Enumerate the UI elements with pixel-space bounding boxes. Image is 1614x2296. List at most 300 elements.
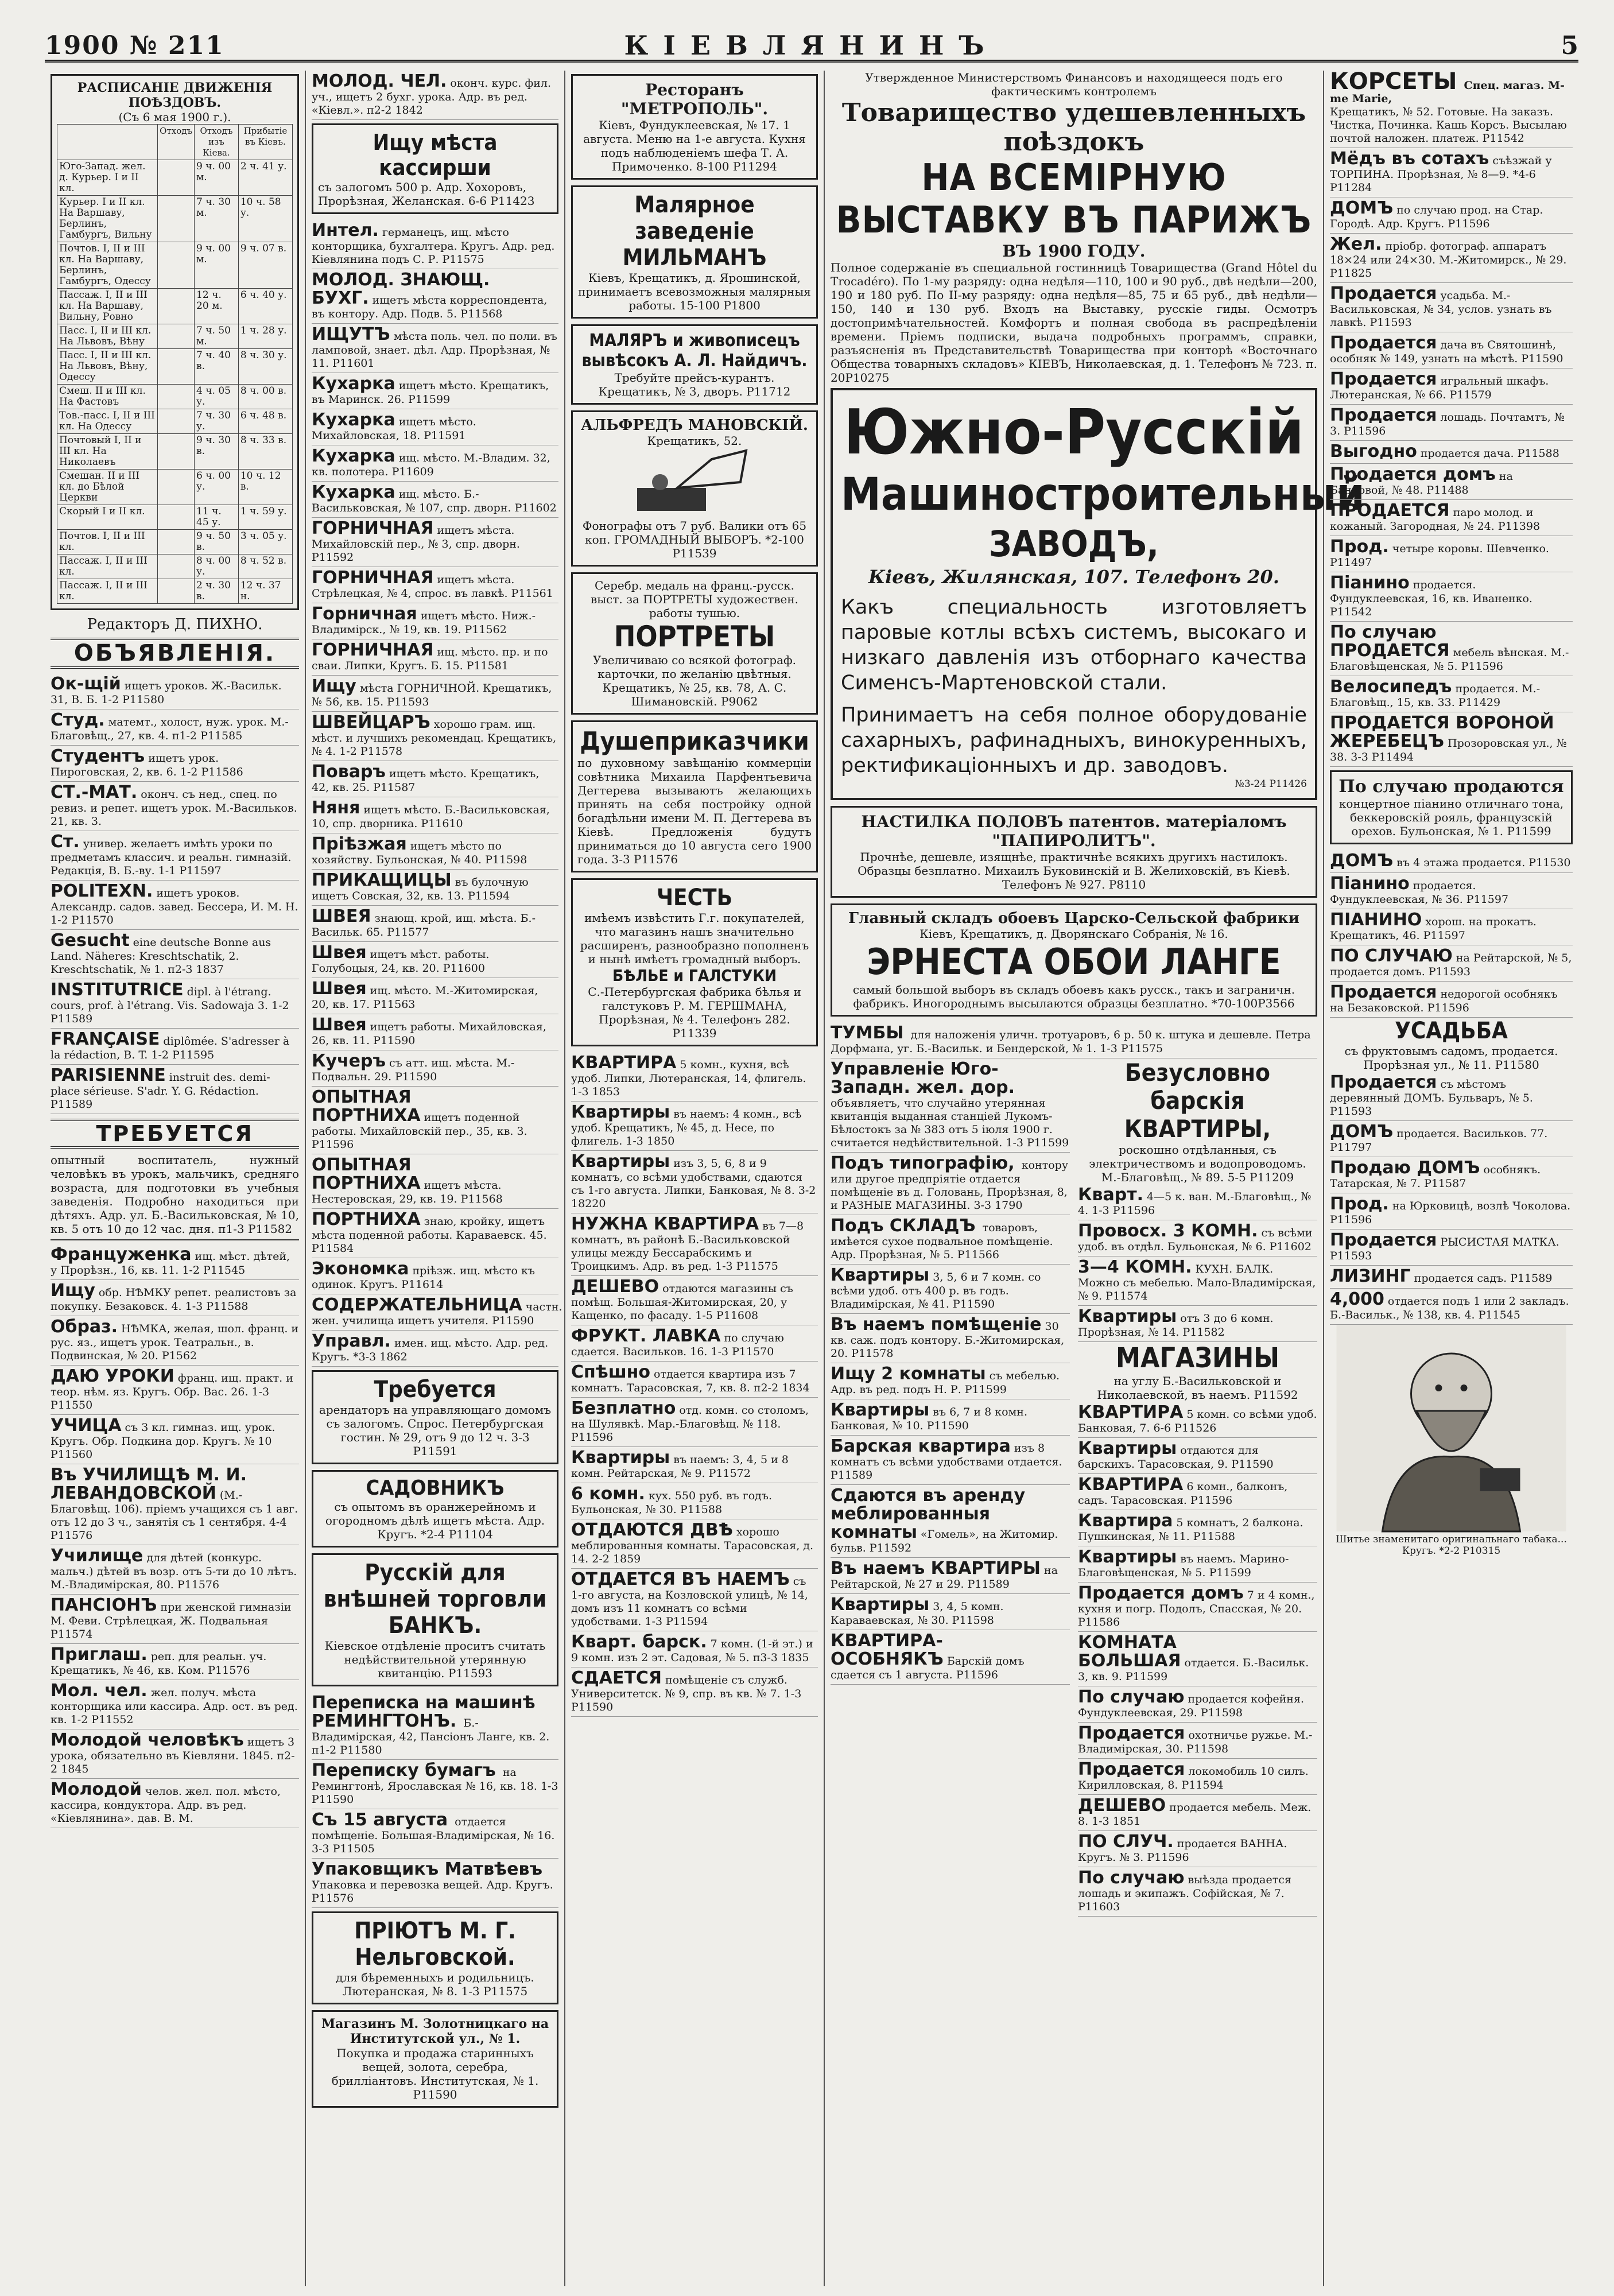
classified-ad: [571, 1276, 818, 1325]
ad-keyword: Прод.: [1330, 1194, 1389, 1214]
schedule-cell: 2 ч. 41 у.: [238, 160, 292, 196]
schedule-header-cell: [57, 125, 158, 160]
ad-text: 3, 5, 6 и 7 комн. со всѣми удоб. отъ 400 р. въ годъ. Владимірская, № 41. Р11590: [831, 1271, 1041, 1310]
ad-keyword: КВАРТИРА-ОСОБНЯКЪ: [831, 1631, 944, 1669]
ad-text: 7 и 4 комн., кухня и погр. Подолъ, Спасская, № 20. Р11586: [1078, 1589, 1315, 1628]
estate-title: УСАДЬБА: [1395, 1018, 1508, 1044]
schedule-cell: Смешан. II и III кл. до Бѣлой Церкви: [57, 470, 158, 505]
cashier-title: Ищу мѣста кассирши: [373, 130, 498, 180]
floor-title: НАСТИЛКА ПОЛОВЪ патентов. матеріаломъ "ПАПИРОЛИТЪ".: [861, 812, 1287, 850]
ad-text: РЫСИСТАЯ МАТКА. Р11593: [1330, 1236, 1559, 1262]
classified-ad: [312, 603, 558, 639]
schedule-cell: 9 ч. 00 м.: [195, 242, 239, 289]
schedule-row: [57, 324, 293, 349]
ad-keyword: По случаю ПРОДАЕТСЯ: [1330, 622, 1450, 661]
classified-ad: [1330, 405, 1573, 441]
classified-ad: [1330, 441, 1573, 464]
classified-ad: [51, 1644, 299, 1680]
schedule-cell: 4 ч. 05 у.: [195, 385, 239, 409]
ad-text: хорош. на прокатъ. Крещатикъ, 46. Р11597: [1330, 916, 1537, 942]
executors-title: Душеприказчики: [580, 727, 809, 756]
schedule-cell: [158, 349, 195, 385]
manovsky-subtitle: Крещатикъ, 52.: [647, 434, 742, 448]
apartments-title: Безусловно барскія КВАРТИРЫ,: [1124, 1058, 1271, 1143]
classified-ad: [312, 1154, 558, 1209]
ad-text: по случаю сдается. Васильков. 16. 1-3 Р11570: [571, 1332, 784, 1358]
ad-keyword: ПІАНИНО: [1330, 910, 1422, 930]
ad-text: съ 1-го августа, на Козловской улицѣ, № 14, домъ изъ 11 комнатъ со всѣми удобствами. 1-3 Р11594: [571, 1575, 808, 1628]
factory-title-2: Машиностроительный: [841, 469, 1365, 521]
classified-ad: [1078, 1795, 1317, 1831]
ad-text: НѢМКА, желая, шол. франц. и рус. яз., ищетъ урок. Театральн., в. Подвинская, № 20. Р1562: [51, 1322, 299, 1362]
ad-text: 7 комн. (1-й эт.) и 9 комн. изъ 2 эт. Садовая, № 5. п3-3 1835: [571, 1638, 813, 1664]
ad-keyword: Продается: [1078, 1723, 1185, 1743]
august-text: отдается помѣщеніе. Большая-Владимірская, № 16. 3-3 Р11505: [312, 1816, 555, 1855]
schedule-cell: 9 ч. 00 м.: [195, 160, 239, 196]
classified-ad: [51, 1366, 299, 1415]
ad-text: ищетъ урок. Пироговская, 2, кв. 6. 1-2 Р11586: [51, 752, 243, 778]
schedule-cell: 9 ч. 07 в.: [238, 242, 292, 289]
matveev-title: Упаковщикъ Матвѣевъ: [312, 1859, 543, 1879]
ad-keyword: Студ.: [51, 710, 105, 730]
schedule-cell: [158, 289, 195, 324]
paris-notice: Утвержденное Министерствомъ Финансовъ и находящееся подъ его фактическимъ контролемъ: [865, 71, 1283, 98]
remington-text: Б.-Владимірская, 42, Пансіонъ Ланге, кв. 2. п1-2 Р11580: [312, 1717, 550, 1756]
classified-ad: [1330, 148, 1573, 197]
classified-ad: [1078, 1686, 1317, 1723]
ad-text: dipl. à l'étrang. cours, prof. à l'étrang. Vis. Sadowaja 3. 1-2 Р11589: [51, 986, 289, 1025]
ad-keyword: 3—4 КОМН.: [1078, 1257, 1192, 1277]
schedule-cell: Скорый I и II кл.: [57, 505, 158, 530]
ad-text: ищетъ мѣста. Михайловскій пер., № 3, спр. дворн. Р11592: [312, 524, 520, 564]
ad-text: ищ. мѣсто. М.-Владим. 32, кв. полотера. Р11609: [312, 452, 550, 478]
ad-keyword: Выгодно: [1330, 441, 1417, 461]
ad-text: локомобиль 10 силъ. Кирилловская, 8. Р11594: [1078, 1765, 1309, 1791]
schedule-cell: 1 ч. 28 у.: [238, 324, 292, 349]
ad-text: обр. НѢМКУ репет. реалистовъ за покупку. Безаковск. 4. 1-3 Р11588: [51, 1286, 297, 1313]
ad-text: продается садъ. Р11589: [1414, 1272, 1553, 1285]
schedule-subtitle: (Съ 6 мая 1900 г.).: [118, 110, 231, 124]
ad-keyword: Спѣшно: [571, 1362, 651, 1382]
ad-keyword: Провоcх. 3 КОМН.: [1078, 1221, 1258, 1241]
ad-keyword: ДОМЪ: [1330, 851, 1394, 871]
ad-keyword: Жел.: [1330, 234, 1382, 254]
ad-text: германецъ, ищ. мѣсто конторщика, бухгалтера. Кругъ. Адр. ред. Кіевлянина подъ С. Р. Р11575: [312, 226, 555, 266]
classified-ad: [51, 1680, 299, 1729]
schedule-cell: 8 ч. 30 у.: [238, 349, 292, 385]
classified-ad: [312, 870, 558, 906]
ad-keyword: КОМНАТА БОЛЬШАЯ: [1078, 1632, 1181, 1671]
ad-text: игральный шкафъ. Лютеранская, № 66. Р11579: [1330, 375, 1549, 401]
ad-text: изъ 8 комнатъ съ всѣми удобствами отдается. Р11589: [831, 1442, 1062, 1481]
schedule-cell: 8 ч. 52 в.: [238, 554, 292, 579]
classified-ad: [1330, 909, 1573, 945]
ad-keyword: 4,000: [1330, 1289, 1384, 1309]
classified-ad: [312, 1014, 558, 1050]
ad-text: усадьба. М.-Васильковская, № 34, услов. узнать въ лавкѣ. Р11593: [1330, 289, 1552, 329]
bollards-title: ТУМБЫ: [831, 1023, 904, 1043]
classified-ad: [831, 1594, 1070, 1630]
classified-ad: [312, 324, 558, 373]
ad-text: дача въ Святошинѣ, особняк № 149, узнать на мѣстѣ. Р11590: [1330, 339, 1563, 365]
schedule-cell: 6 ч. 48 в.: [238, 409, 292, 434]
classified-ad: [51, 1244, 299, 1280]
classified-ad: [312, 1050, 558, 1087]
ad-keyword: ЛИЗИНГ: [1330, 1266, 1411, 1286]
ad-keyword: Квартиры: [831, 1595, 930, 1615]
ad-keyword: КВАРТИРА: [1078, 1475, 1184, 1495]
classified-ad: [831, 1314, 1070, 1363]
ad-keyword: ФРУКТ. ЛАВКА: [571, 1326, 721, 1346]
ad-text: ищетъ мѣсто. Крещатикъ, въ Маринск. 26. Р11599: [312, 379, 549, 406]
ad-keyword: Барская квартира: [831, 1436, 1011, 1456]
classified-ad: [51, 673, 299, 709]
classified-ad: [1330, 1266, 1573, 1289]
ad-keyword: Квартиры: [571, 1151, 670, 1172]
ad-keyword: Gesucht: [51, 930, 130, 951]
honor-title: ЧЕСТЬ: [656, 885, 733, 911]
railway-text: объявляетъ, что случайно утерянная квитанція выданная станціей Лукомъ-Бѣлостокъ за № 383 отъ 5 іюля 1900 г. считается недѣйствительной. 1-3 Р11599: [831, 1097, 1069, 1149]
ad-keyword: Приглаш.: [51, 1645, 148, 1665]
ad-keyword: Экономка: [312, 1259, 409, 1279]
classified-ad: [1330, 369, 1573, 405]
classified-ad: [312, 1087, 558, 1154]
schedule-cell: 10 ч. 12 в.: [238, 470, 292, 505]
ad-keyword: Училище: [51, 1546, 143, 1566]
bank-title: Русскій для внѣшней торговли БАНКЪ.: [323, 1560, 547, 1639]
ad-text: съ 3 кл. гимназ. ищ. урок. Кругъ. Обр. Подкина дор. Кругъ. № 10 Р11560: [51, 1421, 276, 1461]
ad-text: въ булочную ищетъ Совская, 32, кв. 13. Р11594: [312, 876, 529, 902]
classified-ad: [1330, 676, 1573, 712]
classified-ad: [831, 1265, 1070, 1314]
ad-keyword: ШВЕЯ: [312, 906, 371, 926]
schedule-cell: 7 ч. 40 в.: [195, 349, 239, 385]
ad-keyword: Интел.: [312, 220, 379, 241]
schedule-header-cell: Прибытіе въ Кіевъ.: [238, 125, 292, 160]
schedule-cell: 7 ч. 30 у.: [195, 409, 239, 434]
ad-text: при женской гимназіи М. Феви. Стрѣлецкая, Ж. Подвальная Р11574: [51, 1601, 292, 1640]
ad-text: 6 комн., балконъ, садъ. Тарасовская. Р11596: [1078, 1480, 1288, 1507]
ad-keyword: ГОРНИЧНАЯ: [312, 640, 434, 660]
required-title-2: Требуется: [374, 1376, 496, 1403]
schedule-cell: 7 ч. 30 м.: [195, 196, 239, 242]
classified-ad: [1078, 1632, 1317, 1686]
schedule-cell: Смеш. II и III кл. На Фастовъ: [57, 385, 158, 409]
paris-year: ВЪ 1900 ГОДУ.: [1002, 242, 1146, 261]
factory-title-1: Южно-Русскій: [843, 397, 1305, 468]
ad-text: ищетъ 3 урока, обязательно въ Кіевляни. 1845. п2-2 1845: [51, 1736, 295, 1775]
classified-ad: [1330, 1121, 1573, 1157]
ad-text: 30 кв. саж. подъ контору. Б.-Житомирская, 20. Р11578: [831, 1320, 1065, 1360]
estate-text: съ фруктовымъ садомъ, продается. Прорѣзная ул., № 11. Р11580: [1344, 1044, 1558, 1072]
schedule-cell: 11 ч. 45 у.: [195, 505, 239, 530]
ad-text: пріобр. фотограф. аппаратъ 18×24 или 24×30. М.-Житомирск., № 29. Р11825: [1330, 240, 1567, 280]
classified-ad: [51, 979, 299, 1029]
classified-ad: [312, 712, 558, 761]
schedule-cell: 12 ч. 20 м.: [195, 289, 239, 324]
ad-text: отдаются для барскихъ. Тарасовская, 9. Р11590: [1078, 1444, 1274, 1471]
ad-text: «Гомель», на Житомир. бульв. Р11592: [831, 1528, 1058, 1554]
ad-text: недорогой особнякъ на Безаковской. Р11596: [1330, 988, 1558, 1014]
ad-keyword: ОТДАЮТСЯ ДВѢ: [571, 1520, 733, 1540]
ad-keyword: Ищу: [312, 676, 356, 696]
ad-text: челов. жел. пол. мѣсто, кассира, кондуктора. Адр. въ ред. «Кіевлянина». дав. В. М.: [51, 1785, 281, 1825]
schedule-row: [57, 289, 293, 324]
ad-text: паро молод. и кожаный. Загородная, № 24. Р11398: [1330, 506, 1541, 533]
ad-keyword: Швея: [312, 1015, 367, 1035]
ad-text: отъ 3 до 6 комн. Прорѣзная, № 14. Р11582: [1078, 1312, 1274, 1339]
wallpaper-text: самый большой выборъ въ складъ обоевъ какъ русск., такъ и заграничн. фабрикъ. Иногороднымъ высылаются образцы безплатно. *70-100Р3566: [852, 983, 1295, 1010]
schedule-row: [57, 385, 293, 409]
classified-ad: [571, 1519, 818, 1569]
classified-ad: [312, 906, 558, 942]
schedule-cell: Пассаж. I, II и III кл. На Варшаву, Вильну, Ровно: [57, 289, 158, 324]
ad-keyword: ПО СЛУЧ.: [1078, 1832, 1174, 1852]
classified-ad: [831, 1399, 1070, 1436]
classified-ad: [1330, 873, 1573, 909]
classified-ad: [571, 1052, 818, 1102]
wallpaper-address: Кіевъ, Крещатикъ, д. Дворянскаго Собранія, № 16.: [919, 927, 1228, 941]
classified-ad: [1330, 1230, 1573, 1266]
ad-keyword: Квартиры: [831, 1265, 930, 1285]
schedule-cell: Пассаж. I, II и III кл.: [57, 579, 158, 604]
linen-text: С.-Петербургская фабрика бѣлья и галстуковъ Р. М. ГЕРШМАНА, Прорѣзная, № 4. Телефонъ 282. Р11339: [588, 985, 801, 1040]
classified-ad: [312, 1258, 558, 1294]
ad-text: въ 7—8 комнатъ, въ районѣ Б.-Васильковской улицы между Бессарабскимъ и Троицкимъ. Адр. въ ред. 1-3 Р11575: [571, 1220, 804, 1273]
ad-keyword: Продается: [1078, 1759, 1185, 1779]
required-title: ТРЕБУЕТСЯ: [51, 1119, 299, 1149]
phonograph-icon: [626, 448, 763, 517]
ad-keyword: Швея: [312, 943, 367, 963]
schedule-table: [57, 124, 293, 604]
ad-text: реп. для реальн. уч. Крещатикъ, № 46, кв. Ком. Р11576: [51, 1650, 267, 1677]
ad-text: отдаются магазины съ помѣщ. Большая-Житомирская, 20, у Кащенко, по фасаду. 1-5 Р11608: [571, 1282, 793, 1322]
classified-ad: [312, 220, 558, 269]
ad-text: на Рейтарской, № 27 и 29. Р11589: [831, 1564, 1058, 1591]
classified-ad: [1078, 1759, 1317, 1795]
classified-ad: [51, 881, 299, 930]
ad-keyword: Продается: [1330, 405, 1437, 425]
ad-keyword: INSTITUTRICE: [51, 980, 184, 1000]
classified-ad: [571, 1667, 818, 1717]
gardener-text: съ опытомъ въ оранжерейномъ и огородномъ дѣлѣ ищетъ мѣста. Адр. Кругъ. *2-4 Р11104: [325, 1500, 545, 1541]
ad-text: ищетъ мѣсто по хозяйству. Бульонская, № 40. Р11598: [312, 840, 527, 866]
ad-keyword: Продается: [1330, 1072, 1437, 1092]
classified-ad: [571, 1213, 818, 1276]
ad-text: въ 6, 7 и 8 комн. Банковая, № 10. Р11590: [831, 1406, 1027, 1432]
schedule-cell: [158, 242, 195, 289]
naydich-title: МАЛЯРЪ и живописецъ вывѣсокъ А. Л. Найдичъ.: [581, 331, 808, 371]
classified-ad: [831, 1363, 1070, 1399]
classified-ad: [51, 746, 299, 782]
restaurant-text: Кіевъ, Фундуклеевская, № 17. 1 августа. Меню на 1-е августа. Кухня подъ наблюденіемъ шефа Т. А. Примоченко. 8-100 Р11294: [583, 118, 806, 173]
schedule-cell: Тов.-пасс. I, II и III кл. На Одессу: [57, 409, 158, 434]
painting-text: Кіевъ, Крещатикъ, д. Ярошинской, принимаетъ всевозможныя малярныя работы. 15-100 Р1800: [578, 271, 811, 312]
classified-ad: [51, 1729, 299, 1779]
naydich-text: Требуйте прейсъ-курантъ. Крещатикъ, № 3, дворъ. Р11712: [598, 371, 791, 398]
ad-text: въ наемъ: 4 комн., всѣ удоб. Крещатикъ, № 45, д. Несе, по флигель. 1-3 1850: [571, 1108, 802, 1147]
ad-keyword: Квартиры: [571, 1102, 670, 1122]
classified-ad: [51, 1464, 299, 1545]
classified-ad: [1330, 197, 1573, 234]
classified-ad: [51, 1779, 299, 1828]
schedule-cell: [158, 579, 195, 604]
classified-ad: [831, 1558, 1070, 1594]
typography-title: Подъ типографію,: [831, 1153, 1015, 1173]
schedule-row: [57, 242, 293, 289]
schedule-cell: 1 ч. 59 у.: [238, 505, 292, 530]
ad-keyword: Молодой: [51, 1779, 142, 1799]
ad-text: изъ 3, 5, 6, 8 и 9 комнатъ, со всѣми удобствами, сдаются съ 1-го августа. Липки, Банковая, № 8. 3-2 18220: [571, 1157, 816, 1210]
ad-text: мѣста ГОРНИЧНОЙ. Крещатикъ, № 56, кв. 15. Р11593: [312, 682, 552, 708]
schedule-cell: [158, 530, 195, 554]
classified-ad: [1078, 1402, 1317, 1438]
ad-keyword: Прод.: [1330, 537, 1389, 557]
classified-ad: [1078, 1438, 1317, 1474]
schedule-row: [57, 160, 293, 196]
ad-keyword: ПО СЛУЧАЮ: [1330, 946, 1453, 966]
ad-text: помѣщеніе съ служб. Университетск. № 9, спр. въ кв. № 7. 1-3 Р11590: [571, 1674, 802, 1713]
corsets-subtitle: Спец. магаз. M-me Marie,: [1330, 79, 1565, 105]
classified-ad: [1330, 1157, 1573, 1193]
column-1: [45, 71, 306, 2286]
classified-ad: [1330, 850, 1573, 873]
schedule-header-cell: Отходъ: [158, 125, 195, 160]
ad-text: выѣзда продается лошадь и экипажъ. Софійская, № 7. Р11603: [1078, 1874, 1291, 1913]
ad-keyword: ПРОДАЕТСЯ ВОРОНОЙ ЖЕРЕБЕЦЪ: [1330, 713, 1554, 751]
ad-text: съѣзжай у ТОРПИНА. Прорѣзная, № 8—9. *4-6 Р11284: [1330, 154, 1552, 194]
ad-text: ищетъ мѣста. Нестеровская, 29, кв. 19. Р11568: [312, 1179, 503, 1205]
classified-ad: [1078, 1723, 1317, 1759]
ad-text: ищетъ мѣсто. Ниж.-Владимірск., № 19, кв. 19. Р11562: [312, 610, 536, 636]
ad-keyword: СДАЕТСЯ: [571, 1668, 662, 1688]
ad-text: ищ. мѣст. дѣтей, у Прорѣзн., 16, кв. 11. 1-2 Р11545: [51, 1250, 290, 1277]
ad-keyword: Швея: [312, 979, 367, 999]
ad-text: ищетъ уроков. Александр. садов. завед. Бессера, И. М. Н. 1-2 Р11570: [51, 887, 298, 926]
paris-title-1: Товарищество удешевленныхъ поѣздокъ: [841, 98, 1306, 157]
ad-text: продается. Фундуклеевская, 16, кв. Иваненко. Р11542: [1330, 579, 1532, 618]
ad-keyword: ПРОДАЕТСЯ: [1330, 501, 1450, 521]
classified-ad: [312, 1331, 558, 1367]
page-header: [45, 30, 1578, 63]
portraits-text: Увеличиваю со всякой фотограф. карточки, по желанію цвѣтныя. Крещатикъ, № 25, кв. 78, А. С. Шимановскій. Р9062: [592, 653, 796, 708]
ad-text: продается дача. Р11588: [1420, 447, 1559, 460]
schedule-cell: 12 ч. 37 н.: [238, 579, 292, 604]
ad-keyword: Прiѣзжая: [312, 834, 407, 854]
ad-keyword: НУЖНА КВАРТИРА: [571, 1214, 759, 1234]
ad-text: Барскій домъ сдается съ 1 августа. Р11596: [831, 1655, 1025, 1681]
classified-ad: [1330, 500, 1573, 536]
ad-keyword: Продается домъ: [1330, 464, 1496, 484]
typography-text: контору или другое предпріятіе отдается помѣщеніе въ д. Головань, Прорѣзная, 8, и РАЗНЫЕ МАГАЗИНЫ. 3-3 1790: [831, 1159, 1069, 1212]
announcements-title: ОБЪЯВЛЕНІЯ.: [51, 638, 299, 669]
classified-ad: [312, 445, 558, 482]
ad-text: знаю, кройку, ищетъ мѣста поденной работы. Караваевск. 45. Р11584: [312, 1215, 547, 1255]
bearded-man-illustration: [1330, 1325, 1573, 1531]
schedule-cell: [158, 196, 195, 242]
corsets-text: Крещатикъ, № 52. Готовые. На заказъ. Чистка, Починка. Кашь Корсъ. Высылаю почтой наложен. платеж. Р11542: [1330, 106, 1567, 145]
classified-ad: [51, 831, 299, 881]
ad-keyword: Велосипедъ: [1330, 677, 1452, 697]
bollards-text: для наложенія уличн. тротуаровъ, 6 р. 50 к. штука и дешевле. Петра Дорфмана, уг. Б.-Васильк. и Бендерской, № 1. 1-3 Р11575: [831, 1029, 1311, 1055]
railway-title: Управленіе Юго-Западн. жел. дор.: [831, 1059, 1015, 1097]
classified-ad: [312, 1209, 558, 1258]
schedule-cell: [158, 470, 195, 505]
classified-ad: [312, 373, 558, 409]
classified-ad: [312, 269, 558, 324]
classified-ad: [1330, 712, 1573, 767]
ad-keyword: Кухарка: [312, 374, 395, 394]
schedule-cell: [158, 160, 195, 196]
ad-text: продается мебель. Меж. 8. 1-3 1851: [1078, 1801, 1312, 1828]
classified-ad: [1078, 1831, 1317, 1867]
ad-text: четыре коровы. Шевченко. Р11497: [1330, 542, 1549, 569]
classified-ad: [51, 1280, 299, 1316]
schedule-row: [57, 409, 293, 434]
restaurant-title: Ресторанъ "МЕТРОПОЛЬ".: [620, 80, 769, 118]
apartments-text: роскошно отдѣланныя, съ электричествомъ и водопроводомъ. М.-Благовѣщ., № 89. 5-5 Р11209: [1089, 1143, 1306, 1184]
classified-ad: [312, 761, 558, 797]
ad-text: оконч. курс. фил. уч., ищетъ 2 бухг. урока. Адр. въ ред. «Кіевл.». п2-2 1842: [312, 77, 552, 117]
shops-title: МАГАЗИНЫ: [1115, 1342, 1280, 1374]
schedule-cell: 7 ч. 50 м.: [195, 324, 239, 349]
ad-text: франц. ищ. практ. и теор. нѣм. яз. Кругъ. Обр. Вас. 26. 1-3 Р11550: [51, 1372, 293, 1411]
ad-text: 5 комн., кухня, всѣ удоб. Липки, Лютеранская, 14, флигель. 1-3 1853: [571, 1058, 806, 1098]
ad-text: мебель вѣнская. М.-Благовѣщенская, № 5. Р11596: [1330, 646, 1569, 673]
corsets-title: КОРСЕТЫ: [1330, 68, 1457, 95]
ad-text: ищетъ мѣста. Стрѣлецкая, № 4, спрос. въ лавкѣ. Р11561: [312, 573, 553, 600]
ad-text: матемт., холост, нуж. урок. М.-Благовѣщ., 27, кв. 4. п1-2 Р11585: [51, 716, 289, 742]
matveev-text: Упаковка и перевозка вещей. Адр. Кругъ. Р11576: [312, 1879, 553, 1905]
classified-ad: [51, 709, 299, 746]
schedule-cell: [158, 324, 195, 349]
ad-keyword: ГОРНИЧНАЯ: [312, 568, 434, 588]
ad-keyword: Кухарка: [312, 482, 395, 502]
classified-ad: [1330, 1289, 1573, 1325]
schedule-cell: 8 ч. 00 в.: [238, 385, 292, 409]
ad-keyword: Поваръ: [312, 762, 386, 782]
page-number: 5: [1561, 31, 1578, 60]
schedule-row: [57, 434, 293, 470]
ad-text: съ атт. ищ. мѣста. М.-Подвальн. 29. Р11590: [312, 1057, 515, 1083]
ad-keyword: ПРИКАЩИЦЫ: [312, 870, 452, 890]
classified-ad: [571, 1102, 818, 1151]
schedule-cell: 3 ч. 05 у.: [238, 530, 292, 554]
classified-ad: [312, 482, 558, 518]
ad-text: универ. желаетъ имѣть уроки по предметамъ классич. и реальн. гимназій. Редакція, В. Б.-ву. 1-1 Р11597: [51, 837, 292, 877]
portraits-title: ПОРТРЕТЫ: [614, 620, 775, 653]
ad-keyword: Француженка: [51, 1244, 192, 1265]
ad-text: eine deutsche Bonne aus Land. Näheres: Kreschtschatik, 2. Kreschtschatik, № 1. п2-3 1837: [51, 936, 271, 976]
remington-title: Переписка на машинѣ РЕМИНГТОНЪ.: [312, 1693, 536, 1731]
piano-title: По случаю продаются: [1338, 777, 1564, 797]
orphanage-title: ПРІЮТЪ М. Г. Нельговской.: [354, 1918, 516, 1971]
ad-text: особнякъ. Татарская, № 7. Р11587: [1330, 1163, 1541, 1190]
column-2: [306, 71, 565, 2286]
ad-text: для дѣтей (конкурс. мальч.) дѣтей въ возр. отъ 5-ти до 10 лѣтъ. М.-Владимірская, 80. Р11576: [51, 1552, 297, 1591]
august-title: Съ 15 августа: [312, 1810, 448, 1830]
classified-ad: [1330, 332, 1573, 369]
ad-text: продается. М.-Благовѣщ., 15, кв. 33. Р11429: [1330, 682, 1541, 709]
honor-text: имѣемъ извѣстить Г.г. покупателей, что магазинъ нашъ значительно расширенъ, разнообразно пополненъ и нынѣ имѣетъ громадный выборъ.: [580, 911, 809, 966]
schedule-header-cell: Отходъ изъ Кіева.: [195, 125, 239, 160]
schedule-cell: [158, 385, 195, 409]
ad-keyword: Ищу: [51, 1281, 95, 1301]
schedule-cell: [158, 409, 195, 434]
ad-keyword: Кварт.: [1078, 1185, 1144, 1205]
ad-keyword: Мол. чел.: [51, 1681, 148, 1701]
ad-text: (М.-Благовѣщ. 106). пріемъ учащихся съ 1 авг. отъ 12 до 3 ч., занятія съ 1 сентября. 4-4 Р11576: [51, 1489, 298, 1542]
